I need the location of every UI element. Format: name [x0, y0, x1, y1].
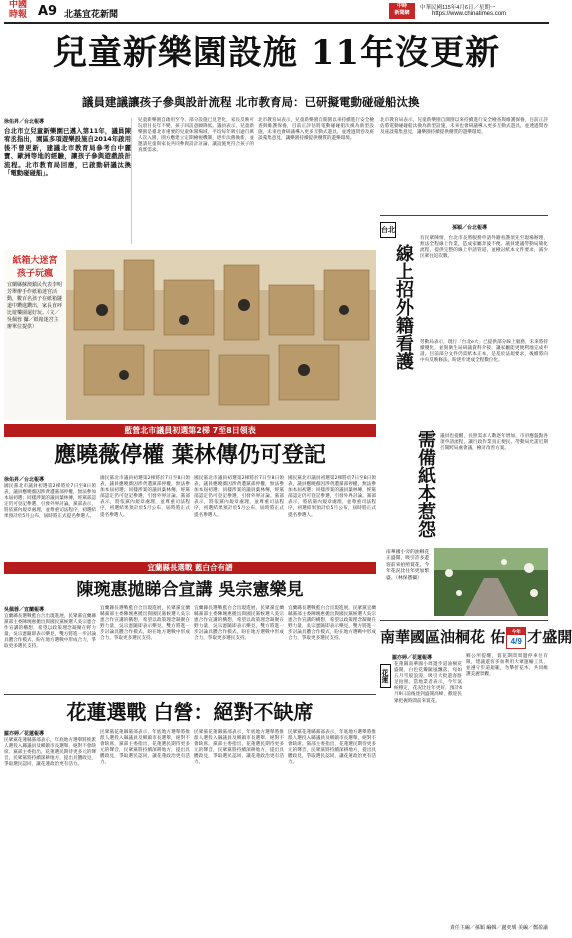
story2-headline: 應曉薇停權 葉林傳仍可登記 — [54, 442, 326, 468]
story5-tag: 花蓮 — [380, 664, 391, 688]
maze-caption-text: 宜蘭縣蘇澳鎮民代表李明芳舉辦手作紙箱迷宮活動，數百名孩子在紙箱隧道中鑽進鑽出，家長直呼比遊樂園還好玩。（文／吳佩蓉 攝／紙箱迷宮主辦單位提供） — [7, 282, 63, 330]
side-byline: 孫穎／台北報導 — [452, 225, 488, 231]
story5-body-2: 鄉公所提醒，賞花期間周邊停車位有限，建議遊客多加利用大眾運輸工具，並遵守步道規範，勿攀折花木，共同維護美麗景觀。 — [466, 654, 548, 678]
newspaper-logo — [4, 1, 32, 21]
story5-headline-main: 南華國區油桐花 佑 — [380, 628, 506, 646]
side-vertical-title-1: 線上招外籍看護 — [393, 244, 414, 370]
story2-body-3: 國民黨北市議員初選第2梯將於7日至8日領表，議員應曉薇因涉貪遭黨部停權，無法參加本屆初選；同樣涉案的議員葉林傳，經黨部認定仍可登記參選，引發外界討論。黨部表示，將依黨內規章處理，並尊重司法程序，初選結果預計於5月公布，屆時將正式提名參選人。 — [194, 476, 284, 518]
story2-byline: 徐佑昇／台北報導 — [4, 477, 45, 483]
story3-headline: 陳琬惠拋睇合宣講 吳宗憲樂見 — [76, 580, 304, 600]
tung-flower-caption: 南華國小旁的油桐花正盛開，吸引許多遊客前來拍照賞花，今年花況比往年更加繁盛。（林保寶攝） — [386, 550, 430, 581]
story4-body-1: 民眾黨花蓮縣黨部表示，年底地方選舉將推派人選投入縣議員及鄉鎮市長選舉，絕對不會缺席。黨部主委指出，花蓮選民期待更多元的聲音，民眾黨將持續深耕地方，提出具體政見，爭取選民認同，讓花蓮政治更有活力。 — [4, 738, 96, 768]
story4-headline: 花蓮選戰 白營：絕對不缺席 — [66, 700, 314, 724]
date-badge — [506, 627, 526, 649]
lead-summary-box — [4, 118, 132, 244]
lead-summary-text: 台北市立兒童新樂園已邁入第11年，議員陳宥丞指出，園區多項遊樂設施自2014年啟用後不曾更新，建議北市教育局參考台中麗寶、歐洲等地的經驗，讓孩子參與遊戲設計流程。北市教育局回應，已啟動研議汰換「電動碰碰船」。 — [4, 127, 131, 178]
lead-subhead: 議員建議讓孩子參與設計流程 北市教育局：已研擬電動碰碰船汰換 — [82, 95, 420, 109]
side-tag: 台北 — [380, 222, 396, 238]
logo-line-2: 時報 — [8, 9, 27, 20]
side-body-1: 有民眾陳情，台北市長照服務申請外籍看護須先至現場辦理，無法全程線上作業，造成家屬奔波不便。議員建議勞動局簡化流程，提供完整的線上申請管道，並檢討紙本文件要求，減少民眾往返次數。 — [420, 236, 548, 260]
story2-body-4: 國民黨北市議員初選第2梯將於7日至8日領表，議員應曉薇因涉貪遭黨部停權，無法參加本屆初選；同樣涉案的議員葉林傳，經黨部認定仍可登記參選，引發外界討論。黨部表示，將依黨內規章處理，並尊重司法程序，初選結果預計於5月公布，屆時將正式提名參選人。 — [288, 476, 376, 518]
site-badge — [389, 3, 415, 19]
badge-line-1: 中時 — [396, 3, 407, 9]
maze-photo — [4, 250, 376, 420]
masthead-rule — [4, 22, 549, 24]
logo-line-1: 中國 — [8, 0, 27, 10]
story5-headline-tail: 才盛開 — [527, 628, 572, 646]
story3-rule — [4, 694, 376, 695]
story3-body-3: 宜蘭縣長選戰藍白合出現進展，民眾黨宜蘭縣黨部主委陳琬惠拋出與國民黨候選人吳宗憲合作宣講的構想，希望以政策理念凝聚在野力量，吳宗憲隨即表示樂見，雙方將進一步討論具體合作模式，盼在地方選戰中形成合力，爭取更多選民支持。 — [194, 606, 284, 642]
story2-body-1: 國民黨北市議員初選第2梯將於7日至8日領表，議員應曉薇因涉貪遭黨部停權，無法參加本屆初選；同樣涉案的議員葉林傳，經黨部認定仍可登記參選，引發外界討論。黨部表示，將依黨內規章處理，並尊重司法程序，初選結果預計於5月公布，屆時將正式提名參選人。 — [4, 484, 96, 520]
story3-body-1: 宜蘭縣長選戰藍白合出現進展，民眾黨宜蘭縣黨部主委陳琬惠拋出與國民黨候選人吳宗憲合作宣講的構想，希望以政策理念凝聚在野力量，吳宗憲隨即表示樂見，雙方將進一步討論具體合作模式，盼在地方選戰中形成合力，爭取更多選民支持。 — [4, 614, 96, 650]
dateline: 中華民國115年4月6日／星期一 — [420, 5, 496, 11]
story3-byline: 吳佩蓉／宜蘭報導 — [4, 607, 45, 613]
maze-caption-title-2: 孩子玩瘋 — [16, 269, 53, 279]
maze-caption-title: 紙箱大迷宮 — [12, 256, 58, 266]
page-footer: 責任主編／孫穎 編輯／盧奕瑀 美編／鄭盈諭 — [449, 925, 548, 931]
story5-headline — [380, 624, 572, 650]
side-vertical-title-2: 需備紙本惹怨 — [415, 430, 436, 538]
lead-headline: 兒童新樂園設施 11年沒更新 — [52, 33, 501, 73]
side-body-3: 議員也提醒，長照需求人數逐年增加，市府應盤點各項申請流程，讓行政作業真正便民。勞動局允諾近期召開跨局處會議，檢討改善方案。 — [440, 434, 548, 452]
story4-body-3: 民眾黨花蓮縣黨部表示，年底地方選舉將推派人選投入縣議員及鄉鎮市長選舉，絕對不會缺席。黨部主委指出，花蓮選民期待更多元的聲音，民眾黨將持續深耕地方，提出具體政見，爭取選民認同，讓花蓮政治更有活力。 — [194, 730, 284, 766]
story5-body-1: 花蓮縣南華國小周邊步道油桐花盛開，白色花瓣隨風飄落，宛如五月雪般浪漫，吸引大批遊客駐足拍照。當地業者表示，今年氣候穩定，花況比往年更好，預計4月9日前後達到盛開高峰，歡迎民眾把握時間前來賞花。 — [394, 662, 462, 704]
story2-body-2: 國民黨北市議員初選第2梯將於7日至8日領表，議員應曉薇因涉貪遭黨部停權，無法參加本屆初選；同樣涉案的議員葉林傳，經黨部認定仍可登記參選，引發外界討論。黨部表示，將依黨內規章處理，並尊重司法程序，初選結果預計於5月公布，屆時將正式提名參選人。 — [100, 476, 190, 518]
tung-flower-image — [434, 548, 548, 616]
date-badge-top: 今年 — [507, 628, 525, 635]
side-body-2: 勞動局表示，現行「台北e大」已提供部分線上服務，未來將持續優化，並與衛生局研議資料介接，讓家屬能更便利地完成申請。目前部分文件仍需紙本正本，是基於法規要求，後續將向中央反映修法，盼逐步達成全程數位化。 — [420, 340, 548, 364]
story3-body-2: 宜蘭縣長選戰藍白合出現進展，民眾黨宜蘭縣黨部主委陳琬惠拋出與國民黨候選人吳宗憲合作宣講的構想，希望以政策理念凝聚在野力量，吳宗憲隨即表示樂見，雙方將進一步討論具體合作模式，盼在地方選戰中形成合力，爭取更多選民支持。 — [100, 606, 190, 642]
story3-kicker: 宜蘭縣長選戰 藍白合有譜 — [4, 562, 376, 574]
story4-byline: 羅亦婷／花蓮報導 — [4, 731, 45, 737]
right-top-col: 北市教育局表示，兒童新樂園自開園以來持續進行安全檢查與維護保養，目前正評估將電動碰碰船汰換為新型設施，未來也會研議導入更多互動式遊具，並透過問卷及座談蒐集意見，讓樂園持續提供優質的遊樂環境。 — [380, 118, 548, 136]
story3-body-4: 宜蘭縣長選戰藍白合出現進展，民眾黨宜蘭縣黨部主委陳琬惠拋出與國民黨候選人吳宗憲合作宣講的構想，希望以政策理念凝聚在野力量，吳宗憲隨即表示樂見，雙方將進一步討論具體合作模式，盼在地方選戰中形成合力，爭取更多選民支持。 — [288, 606, 376, 642]
page-number: A9 — [38, 4, 58, 19]
story4-body-4: 民眾黨花蓮縣黨部表示，年底地方選舉將推派人選投入縣議員及鄉鎮市長選舉，絕對不會缺席。黨部主委指出，花蓮選民期待更多元的聲音，民眾黨將持續深耕地方，提出具體政見，爭取選民認同，讓花蓮政治更有活力。 — [288, 730, 376, 766]
badge-line-2: 新聞網 — [394, 10, 410, 16]
lead-body-col-2: 北市教育局表示，兒童新樂園自開園以來持續進行安全檢查與維護保養，目前正評估將電動碰碰船汰換為新型設施，未來也會研議導入更多互動式遊具，並透過問卷及座談蒐集意見，讓樂園持續提供優質的遊樂環境。 — [258, 118, 374, 142]
story4-body-2: 民眾黨花蓮縣黨部表示，年底地方選舉將推派人選投入縣議員及鄉鎮市長選舉，絕對不會缺席。黨部主委指出，花蓮選民期待更多元的聲音，民眾黨將持續深耕地方，提出具體政見，爭取選民認同，讓花蓮政治更有活力。 — [100, 730, 190, 766]
section-name: 北基宜花新聞 — [64, 10, 119, 20]
masthead — [0, 0, 553, 22]
date-badge-num: 4/9 — [510, 637, 522, 646]
tung-flower-photo — [434, 548, 548, 616]
lead-body-col-1: 兒童新樂園自啟用至今，部分設施已見老化，家長反映可玩項目長年不變，孩子回訪意願降低。議員表示，兒童新樂園是臺北市重要的兒童休閒場域，平均每年吸引逾百萬人次入園，園方應建立定期檢視機制，逐步汰舊換新，並邀請兒童與家長共同參與設計討論，讓設施更符合孩子的真實需求。 — [138, 118, 254, 154]
story5-byline: 羅亦婷／花蓮報導 — [392, 655, 433, 661]
story2-kicker: 藍營北市議員初選第2梯 7至8日領表 — [4, 424, 376, 437]
maze-caption-box — [4, 250, 66, 420]
website-link[interactable]: https://www.chinatimes.com — [432, 11, 507, 17]
story5-rule — [380, 620, 548, 621]
right-top-rule — [380, 215, 548, 216]
lead-summary-byline: 徐佑昇／台北報導 — [4, 119, 45, 125]
